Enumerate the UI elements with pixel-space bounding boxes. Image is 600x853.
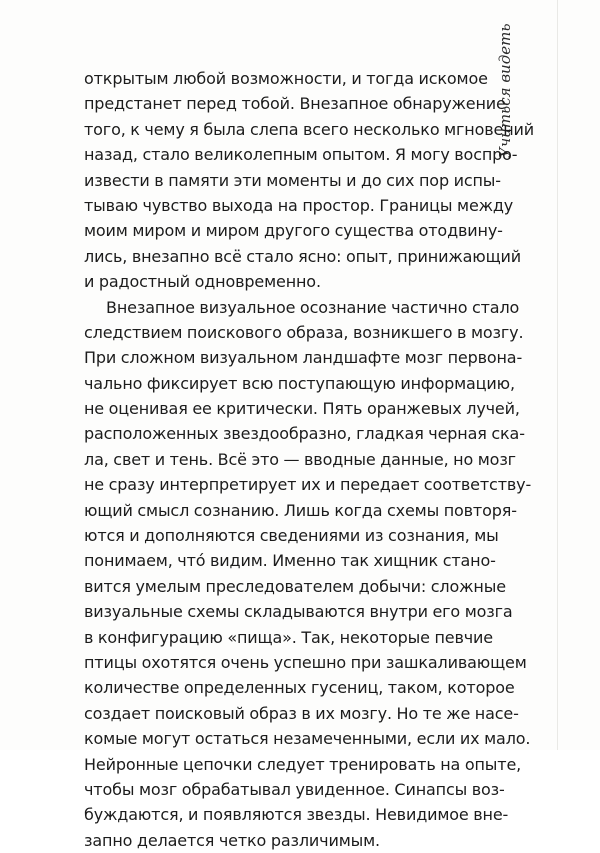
running-head: Учиться видеть (496, 23, 514, 158)
text-line: назад, стало великолепным опытом. Я могу воспро- (84, 145, 518, 165)
text-line: чтобы мозг обрабатывал увиденное. Синапсы воз- (84, 779, 505, 799)
text-line: запно делается четко различимым. (84, 830, 380, 850)
text-line: предстанет перед тобой. Внезапное обнаружение (84, 94, 506, 114)
text-line: лись, внезапно всё стало ясно: опыт, принижающий (84, 246, 522, 266)
text-line: извести в памяти эти моменты и до сих пор испы- (84, 170, 501, 190)
text-line: комые могут остаться незамеченными, если их мало. (84, 729, 531, 749)
text-line: Внезапное визуальное осознание частично стало (106, 297, 520, 317)
text-line: Нейронные цепочки следует тренировать на опыте, (84, 754, 522, 774)
text-line: ющий смысл сознанию. Лишь когда схемы повторя- (84, 500, 517, 520)
text-line: визуальные схемы складываются внутри его мозга (84, 602, 513, 622)
text-line: вится умелым преследователем добычи: сложные (84, 576, 506, 596)
text-line: создает поисковый образ в их мозгу. Но те же насе- (84, 703, 519, 723)
text-line: ла, свет и тень. Всё это — вводные данные, но мозг (84, 449, 516, 469)
text-line: чально фиксирует всю поступающую информацию, (84, 373, 515, 393)
page-edge-line (557, 0, 558, 750)
text-line: и радостный одновременно. (84, 272, 321, 292)
text-line: буждаются, и появляются звезды. Невидимое вне- (84, 805, 509, 825)
text-line: понимаем, что́ видим. Именно так хищник стано- (84, 551, 496, 571)
text-line: количестве определенных гусениц, таком, которое (84, 678, 515, 698)
text-line: ются и дополняются сведениями из сознания, мы (84, 526, 499, 546)
text-line: того, к чему я была слепа всего несколько мгновений (84, 119, 535, 139)
text-line: моим миром и миром другого существа отодвину- (84, 221, 503, 241)
text-line: не оценивая ее критически. Пять оранжевых лучей, (84, 399, 520, 419)
text-line: При сложном визуальном ландшафте мозг первона- (84, 348, 523, 368)
text-line: открытым любой возможности, и тогда искомое (84, 69, 488, 88)
text-line: расположенных звездообразно, гладкая черная ска- (84, 424, 525, 444)
paragraph-2 (84, 295, 532, 853)
text-line: тываю чувство выхода на простор. Границы между (84, 195, 514, 215)
text-line: в конфигурацию «пища». Так, некоторые певчие (84, 627, 494, 647)
text-line: следствием поискового образа, возникшего в мозгу. (84, 322, 524, 342)
text-line: птицы охотятся очень успешно при зашкаливающем (84, 652, 527, 672)
text-line: не сразу интерпретирует их и передает соответству- (84, 475, 532, 495)
